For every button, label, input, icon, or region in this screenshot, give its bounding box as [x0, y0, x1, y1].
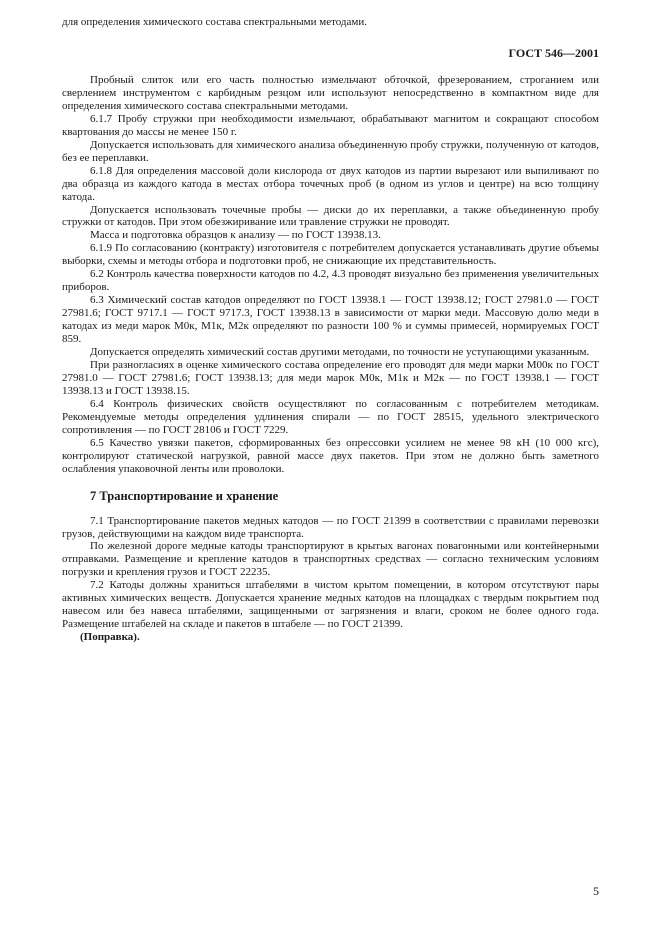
- paragraph: Масса и подготовка образцов к анализу — по ГОСТ 13938.13.: [90, 229, 381, 242]
- paragraph: При разногласиях в оценке химического состава определение его проводят для меди марки М00к по ГОСТ 27981.0 — ГОСТ 27981.6; ГОСТ 13938.13; для меди марок М0к, М1к и М2к — по ГОСТ 13938.1 — ГОСТ 13938.13 и ГОСТ 13938.15.: [62, 358, 599, 397]
- paragraph: 6.3 Химический состав катодов определяют по ГОСТ 13938.1 — ГОСТ 13938.12; ГОСТ 27981.0 — ГОСТ 27981.6; ГОСТ 9717.1 — ГОСТ 9717.3, ГОСТ 13938.13 в зависимости от марки меди. Массовую долю меди в катодах из меди марок М0к, М1к, М2к определяют по разности 100 % и суммы примесей, нормируемых ГОСТ 859.: [62, 294, 599, 346]
- amendment-note: (Поправка).: [80, 631, 140, 644]
- paragraph: Пробный слиток или его часть полностью измельчают обточкой, фрезерованием, строганием или сверлением инструментом с карбидным резцом или используют непосредственно в компактном виде для определения химического состава спектральными методами.: [62, 74, 599, 112]
- paragraph: 7.1 Транспортирование пакетов медных катодов — по ГОСТ 21399 в соответствии с правилами перевозки грузов, действующими на каждом виде транспорта.: [62, 514, 599, 540]
- page-number: 5: [593, 884, 599, 898]
- document-body: [62, 74, 599, 644]
- paragraph: 6.5 Качество увязки пакетов, сформированных без опрессовки усилием не менее 98 кН (10 000 кгс), контролируют статической нагрузкой, равной массе двух пакетов. При этом не должно быть заметного ослабления упаковочной ленты или проволоки.: [62, 436, 599, 475]
- paragraph: 6.1.8 Для определения массовой доли кислорода от двух катодов из партии вырезают или выпиливают по два образца из каждого катода в местах отбора точечных проб (в одном из углов и центре) на всю толщину катода.: [62, 164, 599, 203]
- paragraph: Допускается использовать точечные пробы — диски до их переплавки, а также объединенную пробу стружки от катодов. При этом обезжиривание или травление стружки не проводят.: [62, 203, 599, 229]
- section-title: 7 Транспортирование и хранение: [90, 488, 279, 503]
- paragraph: Допускается определять химический состав другими методами, по точности не уступающими указанным.: [90, 346, 590, 359]
- paragraph: По железной дороге медные катоды транспортируют в крытых вагонах повагонными или контейнерными отправками. Размещение и крепление катодов в транспортных средствах — согласно техническим условиям погрузки и крепления грузов и ГОСТ 22235.: [62, 540, 599, 579]
- top-cut-line: для определения химического состава спектральными методами.: [62, 16, 367, 28]
- document-header: ГОСТ 546—2001: [508, 46, 599, 60]
- paragraph: 6.1.9 По согласованию (контракту) изготовителя с потребителем допускается устанавливать другие объемы выборки, схемы и методы отбора и подготовки проб, не снижающие их представительность.: [62, 242, 599, 268]
- paragraph: 6.1.7 Пробу стружки при необходимости измельчают, обрабатывают магнитом и сокращают способом квартования до массы не менее 150 г.: [62, 112, 599, 138]
- paragraph: Допускается использовать для химического анализа объединенную пробу стружки, полученную от катодов, без ее переплавки.: [62, 138, 599, 164]
- paragraph: 7.2 Катоды должны храниться штабелями в чистом крытом помещении, в котором отсутствуют пары активных химических веществ. Допускается хранение медных катодов на площадках с твердым покрытием под навесом или без навеса штабелями, защищенными от загрязнения и влаги, сроком не более одного года. Размещение штабелей на складе и пакетов в штабеле — по ГОСТ 21399.: [62, 579, 599, 631]
- paragraph: 6.4 Контроль физических свойств осуществляют по согласованным с потребителем методикам. Рекомендуемые методы определения удлинения спирали — по ГОСТ 28515, удельного электрического сопротивления — по ГОСТ 28106 и ГОСТ 7229.: [62, 397, 599, 436]
- paragraph: 6.2 Контроль качества поверхности катодов по 4.2, 4.3 проводят визуально без применения увеличительных приборов.: [62, 268, 599, 294]
